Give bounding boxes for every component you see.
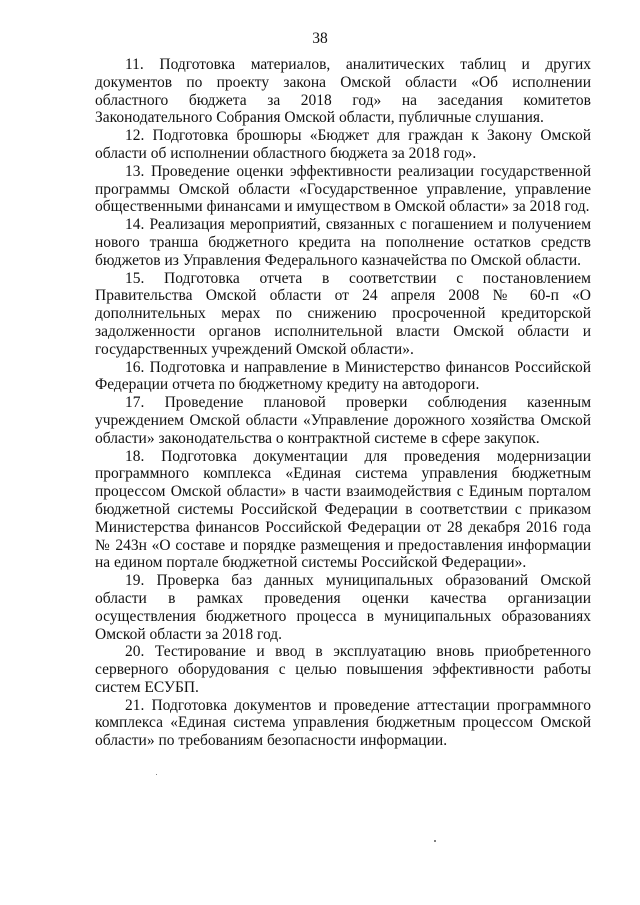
list-item: 21. Подготовка документов и проведение аттестации программного комплекса «Единая система управления бюджетным процессом Омской области» по требованиям безопасности информации. <box>95 696 591 750</box>
list-item: 18. Подготовка документации для проведения модернизации программного комплекса «Единая система управления бюджетным процессом Омской области» в части взаимодействия с Единым порталом бюджетной системы Российской Федерации в соответствии с приказом Министерства финансов Российской Федерации от 28 декабря 2016 года № 243н «О составе и порядке размещения и предоставления информации на едином портале бюджетной системы Российской Федерации». <box>95 447 591 572</box>
list-item: 16. Подготовка и направление в Министерство финансов Российской Федерации отчета по бюджетному кредиту на автодороги. <box>95 358 591 394</box>
list-item: 11. Подготовка материалов, аналитических таблиц и других документов по проекту закона Омской области «Об исполнении областного бюджета за 2018 год» на заседания комитетов Законодательного Собрания Омской области, публичные слушания. <box>95 56 591 127</box>
list-item: 13. Проведение оценки эффективности реализации государственной программы Омской области «Государственное управление, управление общественными финансами и имуществом в Омской области» за 2018 год. <box>95 162 591 216</box>
scan-speck <box>434 840 436 842</box>
list-item: 20. Тестирование и ввод в эксплуатацию вновь приобретенного серверного оборудования с целью повышения эффективности работы систем ЕСУБП. <box>95 643 591 696</box>
list-item: 17. Проведение плановой проверки соблюдения казенным учреждением Омской области «Управление дорожного хозяйства Омской области» законодательства о контрактной системе в сфере закупок. <box>95 394 591 447</box>
scan-speck <box>156 774 157 775</box>
list-item: 15. Подготовка отчета в соответствии с постановлением Правительства Омской области от 24 апреля 2008 № 60-п «О дополнительных мерах по снижению просроченной кредиторской задолженности органов исполнительной власти Омской области и государственных учреждений Омской области». <box>95 269 591 358</box>
list-item: 19. Проверка баз данных муниципальных образований Омской области в рамках проведения оценки качества организации осуществления бюджетного процесса в муниципальных образованиях Омской области за 2018 год. <box>95 572 591 643</box>
list-item: 12. Подготовка брошюры «Бюджет для граждан к Закону Омской области об исполнении областного бюджета за 2018 год». <box>95 127 591 162</box>
list-item: 14. Реализация мероприятий, связанных с погашением и получением нового транша бюджетного кредита на пополнение остатков средств бюджетов из Управления Федерального казначейства по Омской области. <box>95 216 591 269</box>
page-number: 38 <box>312 30 328 47</box>
plan-items-list <box>95 56 591 750</box>
